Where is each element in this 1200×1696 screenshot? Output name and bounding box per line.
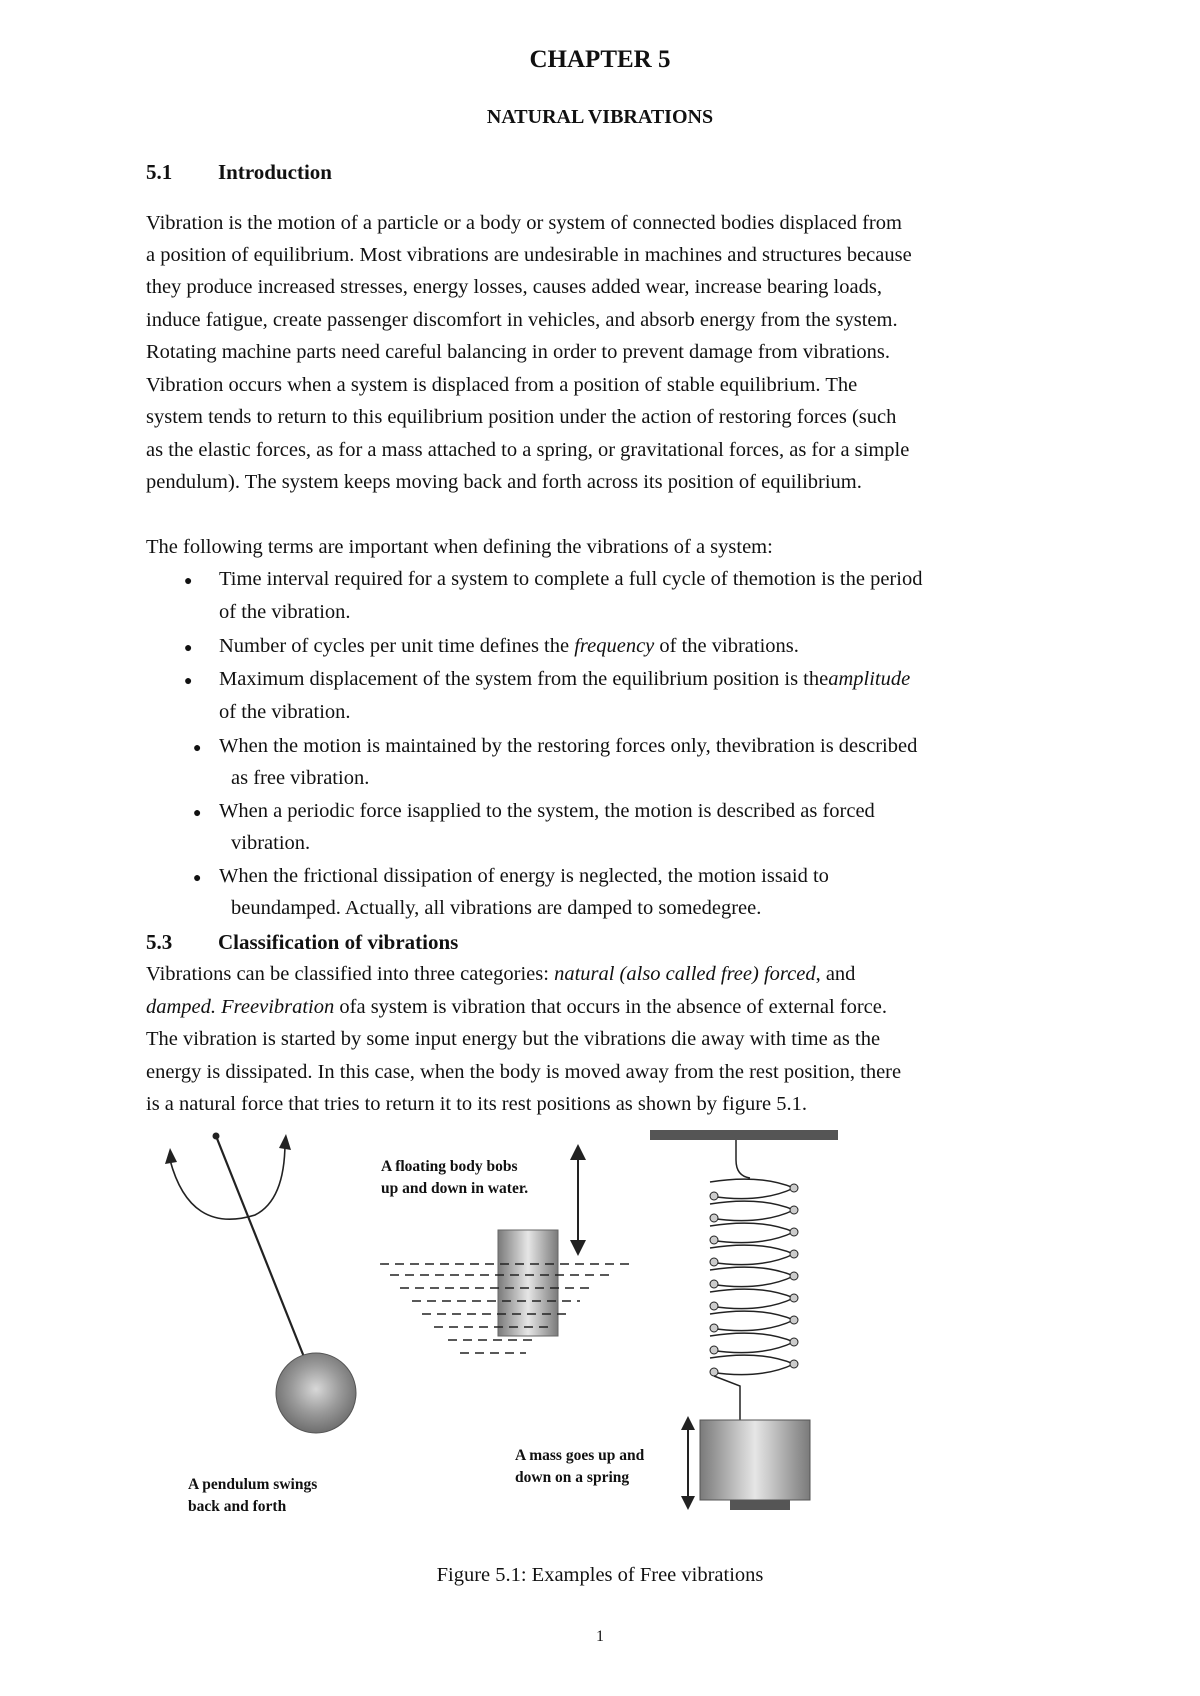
bullet-icon: ● bbox=[184, 641, 193, 656]
paragraph-line: they produce increased stresses, energy losses, causes added wear, increase bearing loads, bbox=[146, 276, 882, 298]
section-title: Introduction bbox=[218, 160, 332, 184]
pendulum-illustration bbox=[165, 1133, 356, 1516]
bullet-icon: ● bbox=[184, 674, 193, 689]
list-item-continuation: of the vibration. bbox=[219, 601, 351, 623]
paragraph-line: energy is dissipated. In this case, when the body is moved away from the rest position, there bbox=[146, 1061, 902, 1083]
chapter-subtitle: NATURAL VIBRATIONS bbox=[486, 106, 714, 128]
terms-intro: The following terms are important when defining the vibrations of a system: bbox=[146, 536, 773, 558]
section-number: 5.1 bbox=[146, 160, 173, 184]
floating-body-label: A floating body bobs bbox=[381, 1158, 518, 1175]
paragraph-line: Vibrations can be classified into three categories: natural (also called free) forced, and bbox=[146, 963, 856, 985]
paragraph-line: damped. Freevibration ofa system is vibration that occurs in the absence of external force. bbox=[146, 996, 887, 1018]
paragraph-line: Vibration occurs when a system is displaced from a position of stable equilibrium. The bbox=[146, 374, 858, 396]
pendulum-bob bbox=[276, 1353, 356, 1433]
list-item: When a periodic force isapplied to the system, the motion is described as forced bbox=[219, 800, 875, 822]
paragraph-line: system tends to return to this equilibrium position under the action of restoring forces (such bbox=[146, 406, 897, 428]
paragraph-line: The vibration is started by some input energy but the vibrations die away with time as the bbox=[146, 1028, 881, 1050]
mass-base bbox=[730, 1500, 790, 1510]
spring-mass-illustration bbox=[515, 1130, 838, 1510]
spring-tail bbox=[714, 1376, 740, 1420]
floating-body-label: up and down in water. bbox=[381, 1180, 529, 1197]
list-item: When the motion is maintained by the restoring forces only, thevibration is described bbox=[219, 735, 918, 757]
list-item: Time interval required for a system to complete a full cycle of themotion is the period bbox=[219, 568, 923, 590]
arrow-head-right bbox=[279, 1134, 291, 1150]
arrow-head-left bbox=[165, 1148, 177, 1164]
bullet-icon: ● bbox=[193, 871, 202, 886]
arrow-head-down bbox=[570, 1240, 586, 1256]
paragraph-line: induce fatigue, create passenger discomfort in vehicles, and absorb energy from the system. bbox=[146, 309, 898, 331]
paragraph-line: Vibration is the motion of a particle or a body or system of connected bodies displaced from bbox=[146, 212, 902, 234]
list-item: When the frictional dissipation of energy is neglected, the motion issaid to bbox=[219, 865, 829, 887]
bullet-icon: ● bbox=[184, 574, 193, 589]
hanging-mass bbox=[700, 1420, 810, 1500]
spring-mass-label: down on a spring bbox=[515, 1469, 630, 1486]
paragraph-line: as the elastic forces, as for a mass attached to a spring, or gravitational forces, as for a simple bbox=[146, 439, 910, 461]
paragraph-line: Rotating machine parts need careful balancing in order to prevent damage from vibrations. bbox=[146, 341, 890, 363]
chapter-title: CHAPTER 5 bbox=[529, 46, 671, 73]
arrow-head-down bbox=[681, 1496, 695, 1510]
arrow-head-up bbox=[570, 1144, 586, 1160]
list-item-continuation: beundamped. Actually, all vibrations are damped to somedegree. bbox=[231, 897, 762, 919]
section-title: Classification of vibrations bbox=[218, 930, 459, 954]
paragraph-line: pendulum). The system keeps moving back and forth across its position of equilibrium. bbox=[146, 471, 862, 493]
swing-arc bbox=[170, 1142, 285, 1219]
pendulum-label: back and forth bbox=[188, 1498, 287, 1515]
figure-caption: Figure 5.1: Examples of Free vibrations bbox=[436, 1564, 764, 1586]
spring-hook bbox=[736, 1140, 750, 1178]
spring-mass-label: A mass goes up and bbox=[515, 1447, 645, 1464]
list-item-continuation: vibration. bbox=[231, 832, 311, 854]
spring-coils bbox=[710, 1179, 794, 1375]
paragraph-line: is a natural force that tries to return it to its rest positions as shown by figure 5.1. bbox=[146, 1093, 807, 1115]
bullet-icon: ● bbox=[193, 741, 202, 756]
ceiling-support bbox=[650, 1130, 838, 1140]
floating-block bbox=[498, 1230, 558, 1336]
list-item-continuation: as free vibration. bbox=[231, 767, 370, 789]
bullet-icon: ● bbox=[193, 806, 202, 821]
arrow-head-up bbox=[681, 1416, 695, 1430]
list-item: Maximum displacement of the system from the equilibrium position is theamplitude bbox=[219, 668, 911, 690]
pendulum-rod bbox=[216, 1136, 310, 1372]
pendulum-label: A pendulum swings bbox=[188, 1476, 318, 1493]
paragraph-line: a position of equilibrium. Most vibrations are undesirable in machines and structures because bbox=[146, 244, 912, 266]
page-number: 1 bbox=[596, 1628, 604, 1645]
list-item: Number of cycles per unit time defines the frequency of the vibrations. bbox=[219, 635, 799, 657]
list-item-continuation: of the vibration. bbox=[219, 701, 351, 723]
free-vibrations-figure bbox=[160, 1130, 860, 1560]
floating-body-illustration bbox=[380, 1144, 630, 1353]
section-number: 5.3 bbox=[146, 930, 173, 954]
